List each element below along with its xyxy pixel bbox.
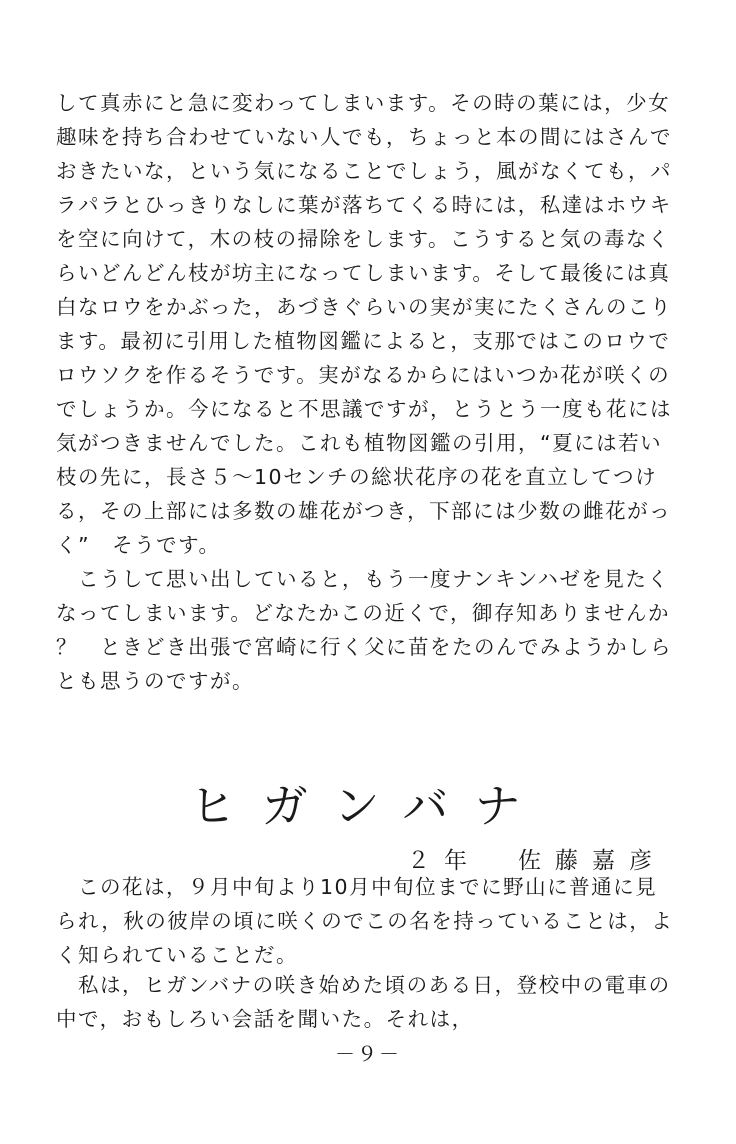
text-line: 趣味を持ち合わせていない人でも，ちょっと本の間にはさんで (56, 125, 672, 149)
text-line: して真赤にと急に変わってしまいます。その時の葉には，少女 (56, 91, 671, 115)
text-line: 私は，ヒガンバナの咲き始めた頃のある日，登校中の電車の (78, 973, 671, 997)
essay-paragraph-1 (56, 870, 688, 972)
text-line: を空に向けて，木の枝の掃除をします。こうすると気の毒なく (56, 227, 670, 251)
text-line: らいどんどん枝が坊主になってしまいます。そして最後には真 (56, 261, 671, 285)
text-line: 中で，おもしろい会話を聞いた。それは， (56, 1007, 474, 1031)
text-line: でしょうか。今になると不思議ですが，とうとう一度も花には (56, 397, 672, 421)
page-number: －９－ (335, 1042, 401, 1066)
text-line: こうして思い出していると，もう一度ナンキンハゼを見たく (78, 567, 670, 591)
text-line: ？ ときどき出張で宮崎に行く父に苗をたのんでみようかしら (56, 635, 672, 659)
text-line: ロウソクを作るそうです。実がなるからにはいつか花が咲くの (56, 363, 671, 387)
text-line: おきたいな，という気になることでしょう，風がなくても，パ (56, 159, 672, 183)
text-line: ます。最初に引用した植物図鑑によると，支那ではこのロウで (56, 329, 671, 353)
text-line: とも思うのですが。 (56, 669, 254, 693)
text-line: 気がつきませんでした。これも植物図鑑の引用，“夏には若い (56, 431, 663, 455)
text-line: 枝の先に，長さ５～10センチの総状花序の花を直立してつけ (56, 465, 658, 489)
text-line: なってしまいます。どなたかこの近くで，御存知ありませんか (56, 601, 670, 625)
text-line: られ，秋の彼岸の頃に咲くのでこの名を持っていることは，よ (56, 909, 674, 933)
text-line: く知られていることだ。 (56, 943, 298, 967)
previous-essay-paragraph-2 (56, 562, 688, 698)
text-line: く” そうです。 (56, 533, 221, 557)
essay-title: ヒガンバナ (189, 779, 547, 833)
text-line: る，その上部には多数の雄花がつき，下部には少数の雌花がっ (56, 499, 672, 523)
previous-essay-paragraph-1 (56, 86, 688, 562)
text-line: ラパラとひっきりなしに葉が落ちてくる時には，私達はホウキ (56, 193, 672, 217)
text-line: この花は，９月中旬より10月中旬位までに野山に普通に見 (78, 875, 658, 899)
essay-paragraph-2 (56, 968, 688, 1036)
essay-byline: ２年 佐藤嘉彦 (407, 848, 666, 874)
text-line: 白なロウをかぶった，あづきぐらいの実が実にたくさんのこり (56, 295, 672, 319)
